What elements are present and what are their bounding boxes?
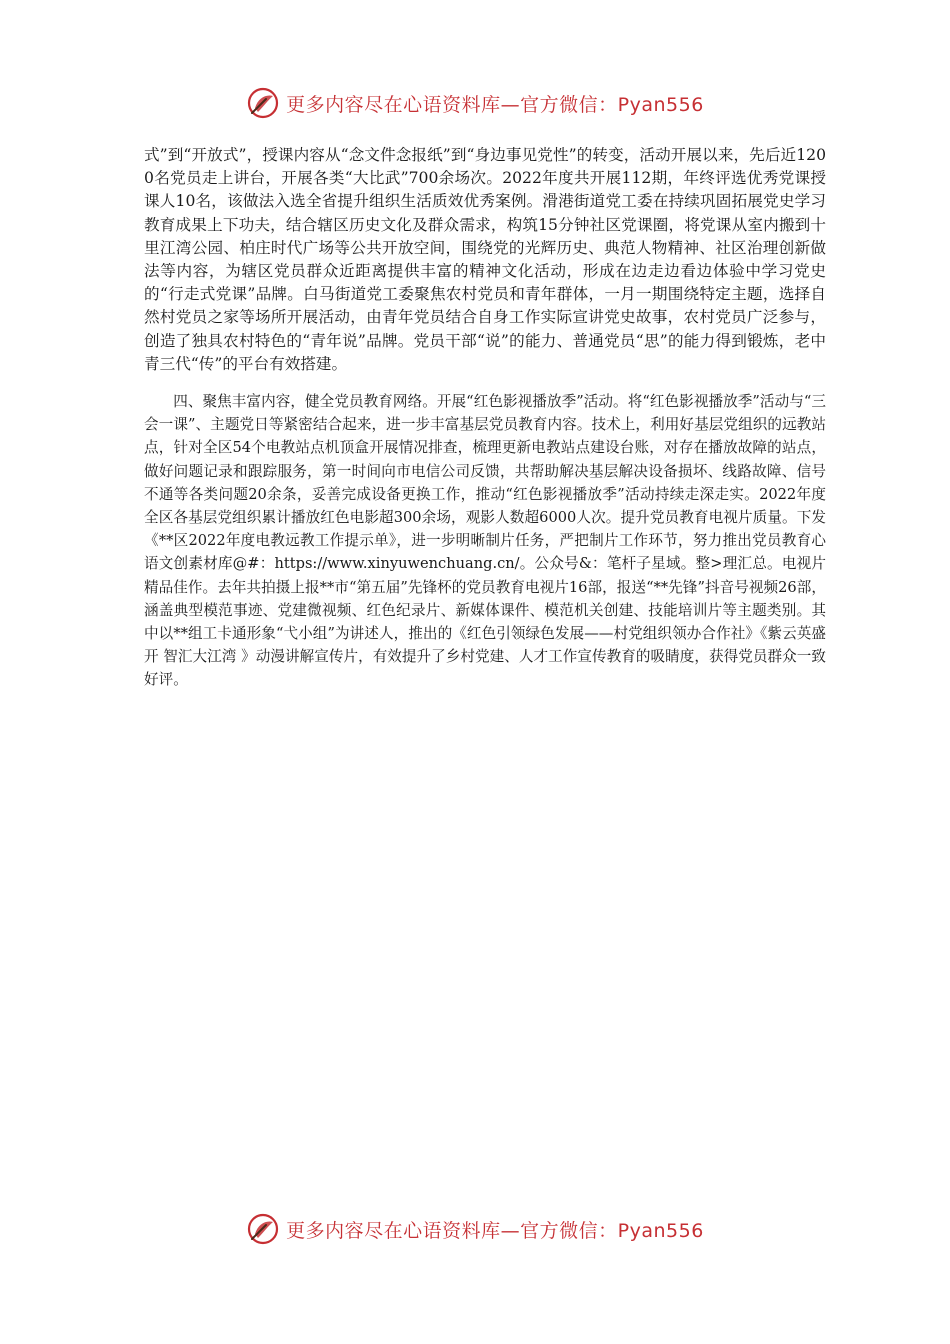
document-body (144, 144, 826, 692)
header-banner (0, 86, 950, 120)
xinyu-logo-icon (246, 1212, 280, 1246)
xinyu-logo-icon (246, 86, 280, 120)
footer-banner (0, 1212, 950, 1246)
body-paragraph-1: 式”到“开放式”，授课内容从“念文件念报纸”到“身边事见党性”的转变，活动开展以来，先后近1200名党员走上讲台，开展各类“大比武”700余场次。2022年度共开展112期，年终评选优秀党课授课人10名，该做法入选全省提升组织生活质效优秀案例。滑港街道党工委在持续巩固拓展党史学习教育成果上下功夫，结合辖区历史文化及群众需求，构筑15分钟社区党课圈，将党课从室内搬到十里江湾公园、柏庄时代广场等公共开放空间，围绕党的光辉历史、典范人物精神、社区治理创新做法等内容，为辖区党员群众近距离提供丰富的精神文化活动，形成在边走边看边体验中学习党史的“行走式党课”品牌。白马街道党工委聚焦农村党员和青年群体，一月一期围绕特定主题，选择自然村党员之家等场所开展活动，由青年党员结合自身工作实际宣讲党史故事，农村党员广泛参与，创造了独具农村特色的“青年说”品牌。党员干部“说”的能力、普通党员“思”的能力得到锻炼，老中青三代“传”的平台有效搭建。 (144, 146, 826, 373)
header-banner-text: 更多内容尽在心语资料库—官方微信：Pyan556 (286, 93, 704, 116)
body-paragraph-2: 四、聚焦丰富内容，健全党员教育网络。开展“红色影视播放季”活动。将“红色影视播放季”活动与“三会一课”、主题党日等紧密结合起来，进一步丰富基层党员教育内容。技术上，利用好基层党组织的远教站点，针对全区54个电教站点机顶盒开展情况排查，梳理更新电教站点建设台账，对存在播放故障的站点，做好问题记录和跟踪服务，第一时间向市电信公司反馈，共帮助解决基层解决设备损坏、线路故障、信号不通等各类问题20余条，妥善完成设备更换工作，推动“红色影视播放季”活动持续走深走实。2022年度全区各基层党组织累计播放红色电影超300余场，观影人数超6000人次。提升党员教育电视片质量。下发《**区2022年度电教远教工作提示单》，进一步明晰制片任务，严把制片工作环节，努力推出党员教育心语文创素材库@#：https://www.xinyuwenchuang.cn/。公众号&：笔杆子星域。整>理汇总。电视片精品佳作。去年共拍摄上报**市“第五届”先锋杯的党员教育电视片16部，报送“**先锋”抖音号视频26部，涵盖典型模范事迹、党建微视频、红色纪录片、新媒体课件、模范机关创建、技能培训片等主题类别。其中以**组工卡通形象“弋小组”为讲述人，推出的《红色引领绿色发展——村党组织领办合作社》《紫云英盛开 智汇大江湾 》动漫讲解宣传片，有效提升了乡村党建、人才工作宣传教育的吸睛度，获得党员群众一致好评。 (144, 393, 826, 689)
footer-banner-text: 更多内容尽在心语资料库—官方微信：Pyan556 (286, 1219, 704, 1242)
